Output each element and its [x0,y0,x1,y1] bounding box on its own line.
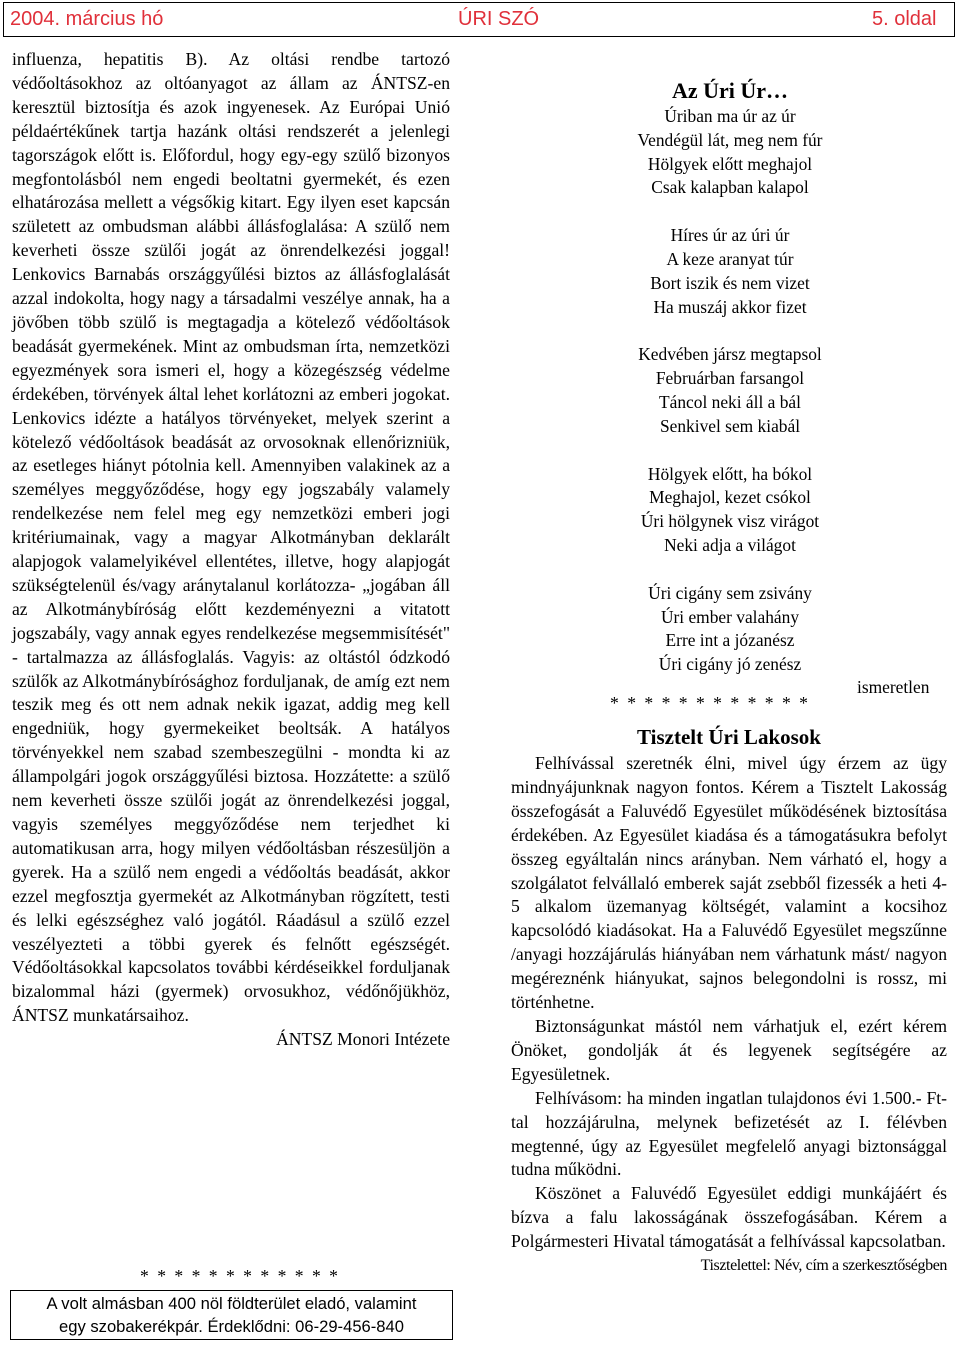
poem-line: Táncol neki áll a bál [659,391,801,412]
poem-stanza [520,224,940,319]
poem-line: Senkivel sem kiabál [659,415,801,436]
poem-line: Ha muszáj akkor fizet [653,296,807,317]
left-separator-stars: * * * * * * * * * * * * [140,1266,340,1286]
classified-ad [10,1290,453,1340]
vaccination-article [12,48,450,1052]
appeal-closing: Tisztelettel: Név, cím a szerkesztőségben [700,1257,947,1275]
article-signature: ÁNTSZ Monori Intézete [276,1029,450,1050]
page-header [3,2,955,37]
poem-line: Úri cigány jó zenész [658,654,802,675]
poem [520,78,940,701]
residents-appeal-article [511,722,947,1278]
poem-line: Meghajol, kezet csókol [649,487,811,508]
appeal-paragraph: Felhívással szeretnék élni, mivel úgy érzem az ügy mindnyájunknak nagyon fontos. Kérem a Tisztelt Lakosság összefogását a Faluvédő Egyesület működésének biztosítása érdekében. Az Egyesület kiadása és a támogatásukra befolyt összeg egyáltalán nincs arányban. Nem várható el, hogy a szolgálatot felvállaló emberek saját zsebből fizessék a heti 4-5 alkalom üzemanyag költségét, valamint a kocsihoz kapcsolódó kiadásokat. Ha a Faluvédő Egyesület megszűnne /anyagi hozzájárulás hiányában nem várhatunk mást/ nagyon megéreznénk hiányukat, sajnos belegondolni is rossz, mi történhetne. [511,753,947,1013]
poem-line: Februárban farsangol [655,368,805,389]
poem-line: Bort iszik és nem vizet [650,272,810,293]
poem-stanza [520,105,940,200]
issue-date: 2004. március hó [10,8,164,30]
newspaper-title: ÚRI SZÓ [458,8,540,30]
poem-line: Vendégül lát, meg nem fúr [637,129,823,150]
poem-title: Az Úri Úr… [671,78,789,103]
poem-line: Neki adja a világot [664,534,796,555]
poem-line: A keze aranyat túr [666,248,794,269]
page-number: 5. oldal [872,8,937,30]
poem-author: ismeretlen [857,677,930,697]
appeal-paragraph: Köszönet a Faluvédő Egyesület eddigi munkájáért és bízva a falu lakosságának összefogásában. Kérem a Polgármesteri Hivatal támogatását a felhívással kapcsolatban. [511,1183,947,1252]
poem-stanza [520,463,940,558]
appeal-paragraph: Felhívásom: ha minden ingatlan tulajdonos évi 1.500.- Ft-tal hozzájárulna, melynek befizetését az I. félévben megtenné, úgy az Egyesület megfelelő anyagi biztonsággal tudna működni. [511,1087,947,1180]
poem-line: Erre int a józanész [665,630,795,651]
poem-line: Kedvében jársz megtapsol [638,344,822,365]
poem-line: Úri hölgynek visz virágot [640,511,820,532]
right-separator-stars: * * * * * * * * * * * * [610,693,810,713]
ad-line-2: egy szobakerékpár. Érdeklődni: 06-29-456-840 [58,1317,404,1336]
poem-stanza [520,343,940,438]
vaccination-article-body: influenza, hepatitis B). Az oltási rendbe tartozó védőoltásokhoz az oltóanyagot az állam az ÁNTSZ-en keresztül biztosítja és azok ingyenesek. Az Európai Unió példaértékűnek tartja hazánk oltási rendszerét a jelenlegi tagországok előtt is. Előfordul, hogy egy-egy szülő bizonyos megfontolásból nem engedi beoltatni gyermekét, és ezen elhatározása mellett a végsőkig kitart. Egy ilyen eset kapcsán született az ombudsman alábbi állásfoglalása: A szülő nem keverheti össze szülői jogát az önrendelkezési joggal! Lenkovics Barnabás országgyűlési biztos az állásfoglalását azzal indokolta, hogy nagy a társadalmi veszélye annak, ha a jövőben több szülő is megtagadja a kötelező védőoltások beadását gyermekének. Mint az ombudsman írta, nemzetközi egyezmények sora ismeri el, hogy a közegészség védelme érdekében, törvények által lehet korlátozni az emberi jogokat. Lenkovics idézte a hatályos törvényeket, melyek szerint a kötelező védőoltások beadását az orvosoknak ellenőrizniük, az esetleges hiányt pótolnia kell. Amennyiben valakinek az a személyes meggyőződése, hogy egy jogszabály valamely rendelkezése nem felel meg egy nemzetközi emberi jogi kritériumainak, vagy a magyar Alkotmányban deklarált alapjogok valamelyikével ellentétes, illetve, hogy alapjogát szükségtelenül és/vagy aránytalanul korlátozza- „jogában áll az Alkotmánybíróság előtt kezdeményezni a vitatott jogszabály, vagy annak egyes rendelkezése megsemmisítését" - tartalmazza az állásfoglalás. Vagyis: az oltástól ódzkodó szülők az Alkotmánybírósághoz forduljanak, de amíg ezt nem teszik meg és ott nem adnak nekik igazat, addig meg kell engedniük, hogy gyermekeiket beoltsák. A hatályos törvényekkel nem szabad szembeszegülni - mondta ki az állampolgári jogok országgyűlési biztosa. Hozzátette: a szülő nem keverheti össze szülői jogát az önrendelkezési joggal, vagyis személyes meggyőződése nem terjedhet ki automatikusan arra, hogy milyen védőoltásban részesüljön a gyerek. Ha a szülő nem engedi a védőoltás beadását, akkor ezzel megfosztja gyermekét az Alkotmányban rögzített, testi és lelki egészséghez való jogától. Ráadásul a szülő ezzel veszélyezteti a többi gyerek és felnőtt egészségét. Védőoltásokkal kapcsolatos további kérdéseikkel forduljanak bizalommal házi (gyermek) orvosukhoz, védőnőjükhöz, ÁNTSZ munkatársaihoz. [12,49,450,1026]
poem-line: Úriban ma úr az úr [664,106,796,126]
poem-stanza [520,582,940,677]
poem-line: Hölgyek előtt meghajol [647,153,813,174]
poem-line: Hölgyek előtt, ha bókol [647,463,813,484]
poem-line: Úri cigány sem zsivány [648,582,812,603]
poem-line: Úri ember valahány [660,606,800,627]
poem-line: Híres úr az úri úr [670,225,790,246]
ad-line-1: A volt almásban 400 nöl földterület eladó, valamint [46,1294,417,1313]
appeal-paragraph: Biztonságunkat mástól nem várhatjuk el, ezért kérem Önöket, gondolják át és legyenek segítségére az Egyesületnek. [511,1015,947,1084]
appeal-title: Tisztelt Úri Lakosok [637,725,821,749]
poem-line: Csak kalapban kalapol [651,177,809,198]
